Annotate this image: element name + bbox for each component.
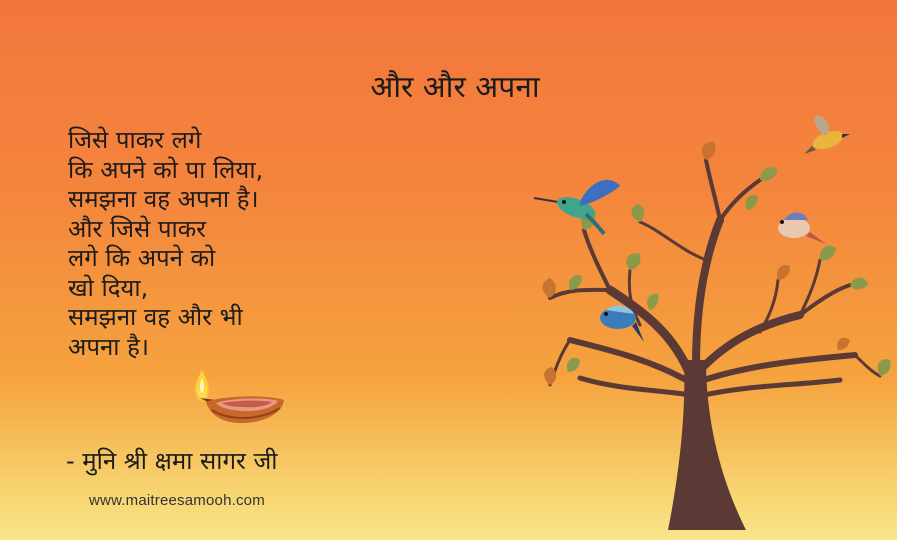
poem-line: खो दिया, — [68, 273, 149, 302]
diya-lamp-icon — [186, 366, 290, 426]
bird-icon — [804, 116, 850, 154]
poem-text — [68, 126, 398, 362]
author-credit: - मुनि श्री क्षमा सागर जी — [66, 447, 278, 475]
poem-line: लगे कि अपने को — [68, 244, 216, 272]
poem-line: अपना है। — [68, 332, 149, 361]
poem-title: और और अपना — [370, 70, 540, 105]
tree-illustration — [520, 110, 897, 540]
poem-line: समझना वह और भी — [68, 303, 243, 331]
hummingbird-icon — [534, 180, 620, 234]
website-url[interactable]: www.maitreesamooh.com — [89, 492, 265, 509]
poem-line: जिसे पाकर लगे — [68, 126, 202, 154]
poem-line: कि अपने को पा लिया, — [68, 155, 264, 184]
poem-line: समझना वह अपना है। — [68, 185, 259, 213]
poem-line: और जिसे पाकर — [68, 214, 206, 243]
bird-icon — [778, 213, 826, 245]
